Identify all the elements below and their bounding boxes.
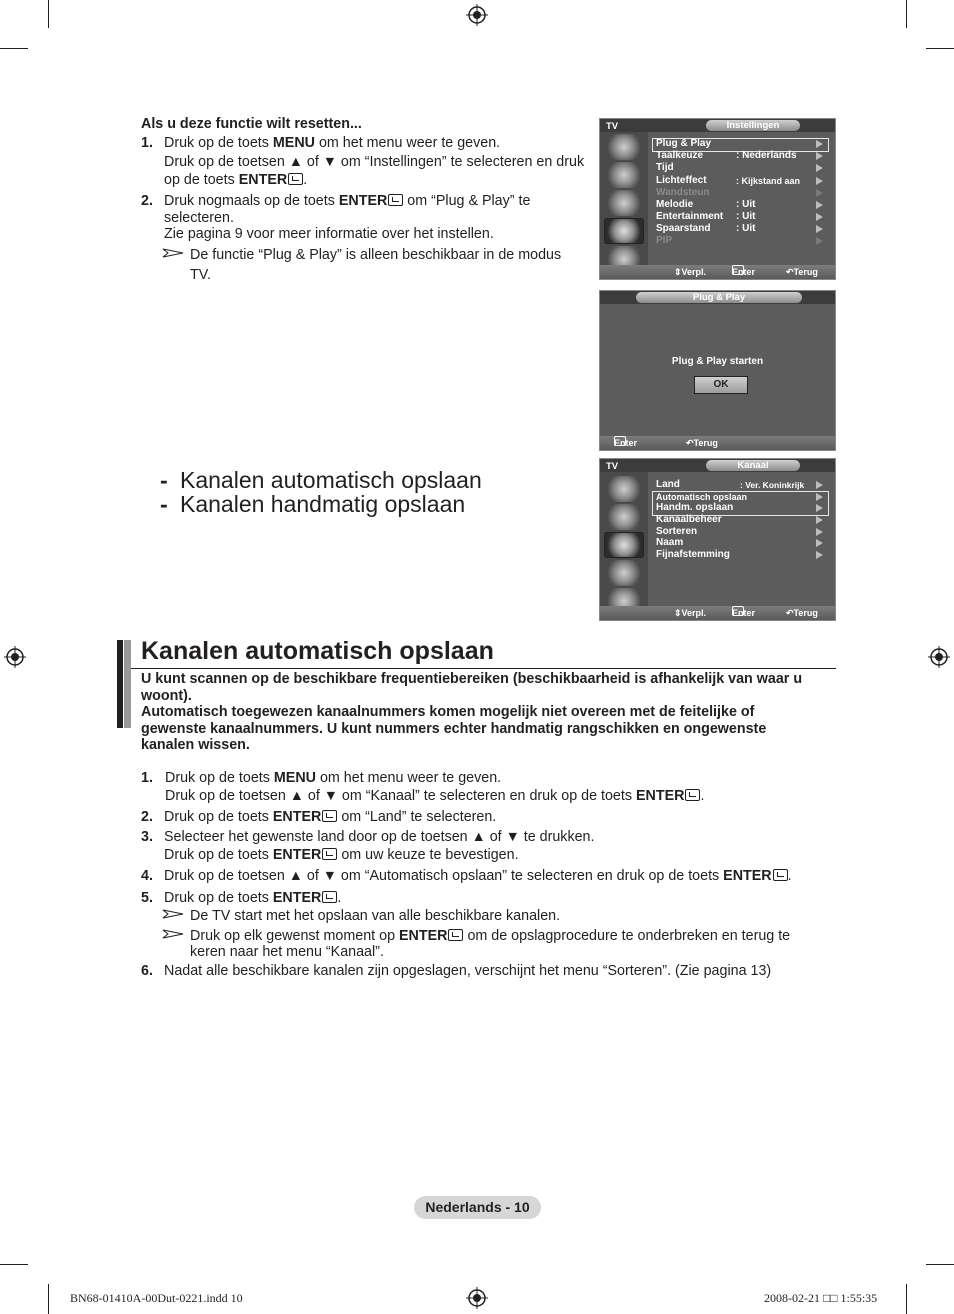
reset-note-line-1: De functie “Plug & Play” is alleen beschikbaar in de modus [190,247,562,263]
osd-value-country: : Ver. Koninkrijk [740,480,805,490]
osd-item-language[interactable]: Taalkeuze [656,150,704,161]
note-arrow-icon [162,929,184,939]
note-arrow-icon [162,909,184,919]
osd-plug-play-dialog [599,290,836,451]
step-number: 2. [141,809,153,825]
submenu-arrow-icon [816,225,823,233]
osd-sidebar [600,132,648,265]
step-4-line-1: Druk op de toetsen ▲ of ▼ om “Automatisch opslaan” te selecteren en druk op de toets ENTER . [164,868,792,884]
step-1-line-1: Druk op de toets MENU om het menu weer te geven. [165,770,502,786]
submenu-arrow-icon [816,152,823,160]
back-hint: ↶ Terug [686,438,718,448]
osd-item-channel-manager[interactable]: Kanaalbeheer [656,514,722,525]
step-5-line-1: Druk op de toets ENTER . [164,890,342,906]
submenu-arrow-icon [816,237,823,245]
osd-footer: ⇕ Verpl. Enter ↶ Terug [600,606,835,620]
enter-key-icon [322,891,337,903]
subtitle-auto-store: - Kanalen automatisch opslaan [160,467,482,493]
osd-item-plug-play[interactable]: Plug & Play [656,138,712,149]
submenu-arrow-icon [816,493,823,501]
reset-step-1-line-1: Druk op de toets MENU om het menu weer te geven. [164,135,501,151]
step-number: 4. [141,868,153,884]
note-arrow-icon [162,248,184,258]
submenu-arrow-icon [816,504,823,512]
picture-icon[interactable] [604,134,644,160]
step-3-line-2: Druk op de toets ENTER om uw keuze te bevestigen. [164,847,519,863]
reset-step-2-line-1: Druk nogmaals op de toets ENTER om “Plug & Play” te [164,193,531,209]
step-6-line-1: Nadat alle beschikbare kanalen zijn opgeslagen, verschijnt het menu “Sorteren”. (Zie pagina 13) [164,963,772,979]
osd-title: Kanaal [706,460,800,471]
print-slug-file: BN68-01410A-00Dut-0221.indd 10 [70,1291,243,1305]
enter-key-icon [773,869,788,881]
registration-mark-icon [466,4,488,26]
page-number-badge: Nederlands - 10 [414,1196,541,1219]
step-3-line-1: Selecteer het gewenste land door op de toetsen ▲ of ▼ te drukken. [164,829,595,845]
registration-mark-icon [466,1287,488,1309]
intro-line-2: woont). [141,688,192,704]
enter-key-icon [322,848,337,860]
step-number: 2. [141,193,153,209]
submenu-arrow-icon [816,177,823,185]
osd-title: Instellingen [706,120,800,131]
osd-value-entertainment: : Uit [736,211,756,222]
osd-footer: ⇕ Verpl. Enter ↶ Terug [600,265,835,279]
step-number: 6. [141,963,153,979]
submenu-arrow-icon [816,551,823,559]
submenu-arrow-icon [816,539,823,547]
channel-icon[interactable] [604,190,644,216]
submenu-arrow-icon [816,516,823,524]
enter-key-icon [288,173,303,185]
enter-key-icon [448,929,463,941]
osd-item-time[interactable]: Tijd [656,162,674,173]
intro-line-4: gewenste kanaalnummers. U kunt nummers echter handmatig rangschikken en ongewenste [141,721,767,737]
step-1-line-2: Druk op de toetsen ▲ of ▼ om “Kanaal” te selecteren en druk op de toets ENTER . [165,788,705,804]
section-rule [131,668,836,669]
registration-mark-icon [928,646,950,668]
ok-button[interactable]: OK [694,376,748,394]
step-2-line-1: Druk op de toets ENTER om “Land” te selecteren. [164,809,497,825]
osd-item-fine-tune[interactable]: Fijnafstemming [656,549,730,560]
osd-item-auto-store[interactable]: Automatisch opslaan [656,492,748,502]
osd-item-energy-saving[interactable]: Spaarstand [656,223,711,234]
step-5-note-1: De TV start met het opslaan van alle beschikbare kanalen. [190,908,561,924]
move-hint: ⇕ Verpl. [674,267,707,277]
registration-mark-icon [4,646,26,668]
step-number: 1. [141,135,153,151]
osd-value-light-effect: : Kijkstand aan [736,176,801,186]
reset-step-2-line-2: selecteren. [164,210,234,226]
osd-source-label: TV [606,461,619,472]
intro-line-5: kanalen wissen. [141,737,250,753]
submenu-arrow-icon [816,140,823,148]
submenu-arrow-icon [816,201,823,209]
osd-item-pip: PIP [656,235,673,246]
back-hint: ↶ Terug [786,267,818,277]
osd-item-melody[interactable]: Melodie [656,199,694,210]
reset-step-1-line-2: Druk op de toetsen ▲ of ▼ om “Instellingen” te selecteren en druk [164,154,585,170]
setup-gear-icon[interactable] [604,560,644,586]
setup-gear-icon[interactable] [604,218,644,244]
submenu-arrow-icon [816,189,823,197]
section-bar-dark [117,640,123,728]
enter-key-icon [388,194,403,206]
back-hint: ↶ Terug [786,608,818,618]
enter-key-icon [685,789,700,801]
osd-settings-menu [599,118,836,280]
osd-item-country[interactable]: Land [656,479,680,490]
section-title: Kanalen automatisch opslaan [141,637,494,665]
osd-value-language: : Nederlands [736,150,797,161]
step-5-note-2-line-1: Druk op elk gewenst moment op ENTER om de opslagprocedure te onderbreken en terug te [190,928,791,944]
step-5-note-2-line-2: keren naar het menu “Kanaal”. [190,944,384,960]
submenu-arrow-icon [816,481,823,489]
osd-item-sort[interactable]: Sorteren [656,526,698,537]
osd-channel-menu [599,458,836,621]
subtitle-manual-store: - Kanalen handmatig opslaan [160,491,466,517]
osd-value-energy-saving: : Uit [736,223,756,234]
submenu-arrow-icon [816,164,823,172]
osd-source-label: TV [606,121,619,132]
osd-item-wall-mount: Wandsteun [656,187,710,198]
reset-step-1-line-3: op de toets ENTER . [164,172,308,188]
reset-note-line-2: TV. [190,267,211,283]
intro-line-1: U kunt scannen op de beschikbare frequentiebereiken (beschikbaarheid is afhankelijk van waar u [141,671,803,687]
sound-icon[interactable] [604,162,644,188]
enter-key-icon [322,810,337,822]
move-hint: ⇕ Verpl. [674,608,707,618]
step-number: 1. [141,770,153,786]
picture-icon[interactable] [604,476,644,502]
intro-line-3: Automatisch toegewezen kanaalnummers komen mogelijk niet overeen met de feitelijke of [141,704,755,720]
osd-value-melody: : Uit [736,199,756,210]
submenu-arrow-icon [816,528,823,536]
reset-heading: Als u deze functie wilt resetten... [141,116,362,132]
step-number: 3. [141,829,153,845]
submenu-arrow-icon [816,213,823,221]
step-number: 5. [141,890,153,906]
sound-icon[interactable] [604,504,644,530]
osd-item-light-effect[interactable]: Lichteffect [656,175,707,186]
osd-title: Plug & Play [636,292,802,303]
channel-icon[interactable] [604,532,644,558]
osd-item-name[interactable]: Naam [656,537,684,548]
osd-item-manual-store[interactable]: Handm. opslaan [656,502,734,513]
osd-footer: Enter ↶ Terug [600,436,835,450]
section-bar-grey [124,640,131,728]
print-slug-date: 2008-02-21 □□ 1:55:35 [764,1291,878,1305]
plug-play-message: Plug & Play starten [671,356,764,367]
osd-item-entertainment[interactable]: Entertainment [656,211,724,222]
reset-step-2-line-3: Zie pagina 9 voor meer informatie over het instellen. [164,226,494,242]
osd-sidebar [600,472,648,606]
